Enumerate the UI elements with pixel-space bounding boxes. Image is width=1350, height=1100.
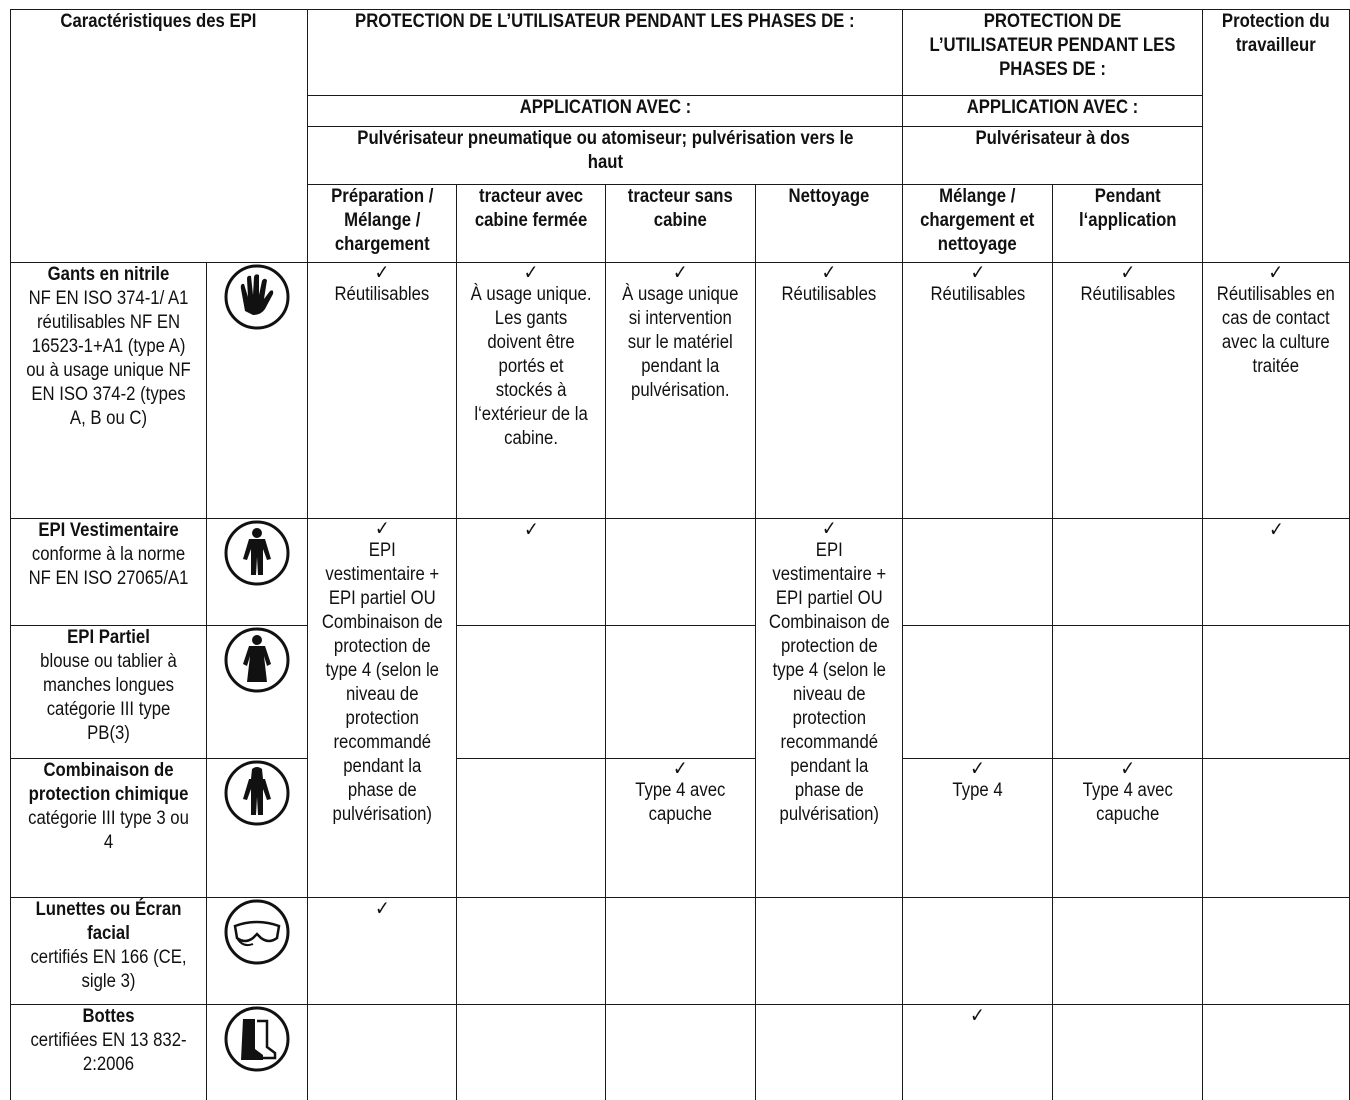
chemical-suit-name: Combinaison de protection chimique [28, 760, 189, 805]
boots-preparation [307, 1005, 457, 1100]
check-mark: ✓ [374, 262, 390, 284]
check-mark: ✓ [374, 518, 390, 540]
row-partial [11, 626, 1350, 759]
gloves-application [1052, 263, 1203, 519]
goggles-tractor-open [606, 898, 756, 1005]
chemical-suit-mixing [903, 759, 1052, 898]
partial-worker [1203, 626, 1350, 759]
clothing-tractor-open [606, 519, 756, 626]
partial-mixing [903, 626, 1052, 759]
boots-tractor-open [606, 1005, 756, 1100]
gloves-application-text: Réutilisables [1080, 284, 1176, 305]
gloves-worker-text: Réutilisables en cas de contact avec la culture traitée [1217, 284, 1336, 377]
check-mark: ✓ [523, 519, 539, 541]
chemical-suit-application [1052, 759, 1203, 898]
boots-icon-cell [207, 1005, 308, 1100]
gloves-preparation-text: Réutilisables [334, 284, 430, 305]
chemical-suit-application-text: Type 4 avec capuche [1082, 780, 1173, 825]
goggles-label [11, 898, 207, 1005]
header-application-with-1 [307, 96, 903, 127]
header-protection-phases-1 [307, 10, 903, 96]
header-phase-mixing-text: Mélange / chargement et nettoyage [920, 186, 1035, 255]
gloves-worker [1203, 263, 1350, 519]
row-gloves [11, 263, 1350, 519]
coverall-icon [223, 519, 291, 587]
epi-table [10, 9, 1350, 1100]
partial-desc: blouse ou tablier à manches longues catégorie III type PB(3) [40, 651, 177, 744]
check-mark: ✓ [1120, 262, 1136, 284]
header-sprayer-pneumatic [307, 127, 903, 185]
header-protection-phases-1-text: PROTECTION DE L’UTILISATEUR PENDANT LES PHASES DE : [355, 11, 855, 32]
goggles-cleaning [755, 898, 903, 1005]
partial-tractor-closed [457, 626, 606, 759]
header-protection-phases-2 [903, 10, 1203, 96]
apron-icon-cell [207, 626, 308, 759]
goggles-mixing [903, 898, 1052, 1005]
check-mark: ✓ [821, 262, 837, 284]
header-epi-characteristics-text: Caractéristiques des EPI [60, 11, 257, 32]
clothing-desc: conforme à la norme NF EN ISO 27065/A1 [28, 544, 189, 589]
partial-name: EPI Partiel [67, 627, 150, 648]
gloves-preparation [307, 263, 457, 519]
boots-cleaning [755, 1005, 903, 1100]
header-application-with-2-text: APPLICATION AVEC : [967, 97, 1139, 118]
chemical-suit-mixing-text: Type 4 [952, 780, 1003, 801]
gloves-label [11, 263, 207, 519]
row-chemical-suit [11, 759, 1350, 898]
check-mark: ✓ [970, 758, 986, 780]
header-phase-mixing [903, 185, 1052, 263]
header-protection-phases-2-text: PROTECTION DE L’UTILISATEUR PENDANT LES PHASES DE : [929, 11, 1176, 80]
goggles-worker [1203, 898, 1350, 1005]
clothing-worker [1203, 519, 1350, 626]
chemical-suit-tractor-open [606, 759, 756, 898]
header-phase-application [1052, 185, 1203, 263]
chemical-suit-worker [1203, 759, 1350, 898]
goggles-tractor-closed [457, 898, 606, 1005]
gloves-tractor-closed [457, 263, 606, 519]
header-sprayer-pneumatic-text: Pulvérisateur pneumatique ou atomiseur; pulvérisation vers le haut [356, 128, 854, 173]
header-phase-tractor-open [606, 185, 756, 263]
row-clothing [11, 519, 1350, 626]
gloves-mixing-text: Réutilisables [930, 284, 1026, 305]
header-sprayer-backpack-text: Pulvérisateur à dos [975, 128, 1131, 149]
header-phase-application-text: Pendant l‘application [1078, 186, 1177, 231]
partial-tractor-open [606, 626, 756, 759]
clothing-label [11, 519, 207, 626]
goggles-name: Lunettes ou Écran facial [35, 899, 182, 944]
hooded-suit-icon [223, 759, 291, 827]
goggles-preparation [307, 898, 457, 1005]
header-application-with-2 [903, 96, 1203, 127]
header-phase-preparation [307, 185, 457, 263]
header-application-with-1-text: APPLICATION AVEC : [519, 97, 691, 118]
header-phase-tractor-open-text: tracteur sans cabine [628, 186, 734, 231]
boots-worker [1203, 1005, 1350, 1100]
boots-desc: certifiées EN 13 832-2:2006 [30, 1030, 187, 1075]
check-mark: ✓ [673, 262, 688, 284]
chemical-suit-label [11, 759, 207, 898]
clothing-preparation-merged [307, 519, 457, 898]
gloves-cleaning [755, 263, 903, 519]
goggles-icon [223, 898, 291, 966]
check-mark: ✓ [821, 518, 837, 540]
gloves-desc: NF EN ISO 374-1/ A1 réutilisables NF EN 16523-1+A1 (type A) ou à usage unique NF EN ISO 374-2 (types A, B ou C) [26, 288, 191, 429]
clothing-cleaning-text: EPI vestimentaire + EPI partiel OU Combinaison de protection de type 4 (selon le niveau de protection recommandé pendant la phase de pulvérisation) [768, 540, 890, 825]
header-phase-cleaning [755, 185, 903, 263]
goggles-application [1052, 898, 1203, 1005]
header-worker-protection-text: Protection du travailleur [1222, 11, 1331, 56]
header-epi-characteristics [11, 10, 308, 263]
check-mark: ✓ [374, 898, 390, 920]
row-boots [11, 1005, 1350, 1100]
boots-name: Bottes [82, 1006, 135, 1027]
header-phase-preparation-text: Préparation / Mélange / chargement [330, 186, 434, 255]
gloves-name: Gants en nitrile [47, 264, 170, 285]
chemical-suit-desc: catégorie III type 3 ou 4 [28, 808, 189, 853]
row-goggles [11, 898, 1350, 1005]
check-mark: ✓ [970, 262, 986, 284]
header-phase-tractor-closed [457, 185, 606, 263]
boots-mixing [903, 1005, 1052, 1100]
check-mark: ✓ [1120, 758, 1136, 780]
gloves-tractor-open [606, 263, 756, 519]
check-mark: ✓ [1268, 262, 1284, 284]
boots-application [1052, 1005, 1203, 1100]
gloves-icon [223, 263, 291, 331]
goggles-desc: certifiés EN 166 (CE, sigle 3) [30, 947, 187, 992]
partial-label [11, 626, 207, 759]
clothing-tractor-closed [457, 519, 606, 626]
gloves-tractor-open-text: À usage unique si intervention sur le matériel pendant la pulvérisation. [622, 284, 739, 401]
check-mark: ✓ [673, 758, 688, 780]
clothing-mixing [903, 519, 1052, 626]
check-mark: ✓ [970, 1005, 986, 1027]
boots-icon [223, 1005, 291, 1073]
chemical-suit-tractor-closed [457, 759, 606, 898]
header-sprayer-backpack [903, 127, 1203, 185]
hooded-suit-icon-cell [207, 759, 308, 898]
boots-tractor-closed [457, 1005, 606, 1100]
boots-label [11, 1005, 207, 1100]
goggles-icon-cell [207, 898, 308, 1005]
coverall-icon-cell [207, 519, 308, 626]
apron-icon [223, 626, 291, 694]
gloves-tractor-closed-text: À usage unique. Les gants doivent être portés et stockés à l‘extérieur de la cabine. [470, 284, 592, 449]
clothing-preparation-text: EPI vestimentaire + EPI partiel OU Combinaison de protection de type 4 (selon le niveau de protection recommandé pendant la phase de pulvérisation) [321, 540, 443, 825]
clothing-cleaning-merged [755, 519, 903, 898]
header-phase-cleaning-text: Nettoyage [788, 186, 870, 207]
header-worker-protection [1203, 10, 1350, 263]
clothing-name: EPI Vestimentaire [38, 520, 179, 541]
partial-application [1052, 626, 1203, 759]
check-mark: ✓ [523, 262, 539, 284]
check-mark: ✓ [1268, 519, 1284, 541]
header-phase-tractor-closed-text: tracteur avec cabine fermée [474, 186, 588, 231]
chemical-suit-tractor-open-text: Type 4 avec capuche [635, 780, 726, 825]
gloves-cleaning-text: Réutilisables [781, 284, 877, 305]
clothing-application [1052, 519, 1203, 626]
gloves-icon-cell [207, 263, 308, 519]
gloves-mixing [903, 263, 1052, 519]
